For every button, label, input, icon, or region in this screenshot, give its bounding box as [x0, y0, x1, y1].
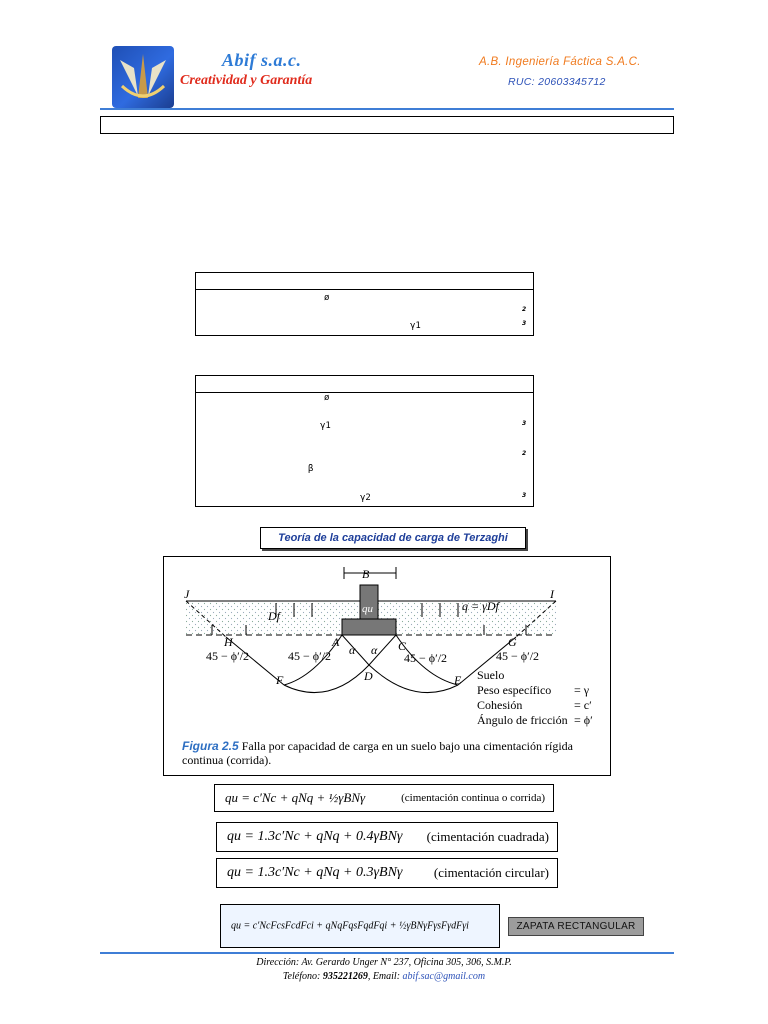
- formula-equation: qu = c′NcFcsFcdFci + qNqFqsFqdFqi + ½γBNγFγsFγdFγi: [231, 920, 469, 932]
- label-alpha-1: α: [349, 643, 356, 657]
- exponent: 2: [522, 306, 527, 313]
- formula-note: (cimentación circular): [433, 865, 549, 880]
- label-E: E: [454, 673, 462, 687]
- exponent: 3: [522, 420, 527, 427]
- formula-circular: [216, 858, 558, 888]
- label-H: H: [224, 635, 233, 649]
- legend-row: Ángulo de fricción = ϕ′: [477, 713, 593, 727]
- email-label: , Email:: [367, 971, 403, 982]
- footer-rule: [100, 952, 674, 954]
- exponent: 2: [522, 450, 527, 457]
- brand-name: Abif s.a.c.: [222, 50, 302, 70]
- legend-row: Cohesión = c′: [477, 698, 592, 712]
- brand-slogan: Creatividad y Garantía: [180, 73, 313, 88]
- formula-general: [220, 904, 500, 948]
- company-name: A.B. Ingeniería Fáctica S.A.C.: [479, 56, 641, 68]
- title-bar: [100, 116, 674, 134]
- label-angle-2: 45 − ϕ′/2: [288, 649, 332, 663]
- bearing-capacity-figure: [163, 556, 611, 776]
- label-angle-3: 45 − ϕ′/2: [404, 651, 448, 665]
- footer-address: Dirección: Av. Gerardo Unger N° 237, Oficina 305, 306, S.M.P.: [256, 957, 512, 968]
- table-header-rule: [196, 289, 533, 290]
- soil-legend: [477, 668, 593, 728]
- gamma1-symbol: γ1: [410, 321, 421, 331]
- label-F: F: [276, 673, 284, 687]
- phi-symbol: ø: [324, 393, 330, 403]
- figure-label: Figura 2.5: [182, 739, 239, 753]
- gamma1-symbol: γ1: [320, 421, 331, 431]
- formula-note: (cimentación cuadrada): [426, 829, 549, 844]
- legend-row: Peso específico = γ: [477, 683, 590, 697]
- legend-title: Suelo: [477, 668, 505, 682]
- figure-caption-text: Falla por capacidad de carga en un suelo bajo una cimentación rígida continua (corrida).: [182, 739, 573, 767]
- gamma2-symbol: γ2: [360, 493, 371, 503]
- label-q-eq: q = γDf: [462, 599, 499, 613]
- figure-caption: [182, 739, 602, 767]
- exponent: 3: [522, 492, 527, 499]
- label-J: J: [184, 587, 190, 601]
- logo-icon: [112, 46, 174, 108]
- formula-equation: qu = 1.3c′Nc + qNq + 0.4γBNγ: [227, 829, 403, 844]
- email-link[interactable]: abif.sac@gmail.com: [402, 971, 486, 982]
- label-G: G: [508, 635, 517, 649]
- phone-label: Teléfono:: [282, 971, 323, 982]
- label-C: C: [398, 639, 407, 653]
- terzaghi-title: Teoría de la capacidad de carga de Terzaghi: [260, 527, 526, 549]
- data-table-2: [195, 375, 534, 507]
- phi-symbol: ø: [324, 293, 330, 303]
- label-D: D: [364, 669, 373, 683]
- formula-note: (cimentación continua o corrida): [401, 792, 545, 804]
- beta-symbol: β: [308, 464, 314, 474]
- formula-equation: qu = c′Nc + qNq + ½γBNγ: [225, 790, 366, 805]
- exponent: 3: [522, 320, 527, 327]
- label-B: B: [362, 567, 370, 581]
- label-angle-1: 45 − ϕ′/2: [206, 649, 250, 663]
- company-ruc: RUC: 20603345712: [508, 76, 606, 88]
- label-alpha-2: α: [371, 643, 378, 657]
- company-logo: [112, 46, 174, 108]
- label-angle-4: 45 − ϕ′/2: [496, 649, 540, 663]
- label-A: A: [332, 635, 340, 649]
- label-I: I: [550, 587, 554, 601]
- formula-square: [216, 822, 558, 852]
- header-rule: [100, 108, 674, 110]
- footer-contact: [0, 971, 768, 982]
- phone-number: 935221269: [322, 971, 368, 982]
- rectangular-footing-button[interactable]: ZAPATA RECTANGULAR: [508, 917, 644, 936]
- formula-continuous: [214, 784, 554, 812]
- data-table-1: [195, 272, 534, 336]
- label-qu: qu: [362, 603, 373, 615]
- table-header-rule: [196, 392, 533, 393]
- label-Df: Df: [268, 609, 280, 623]
- formula-equation: qu = 1.3c′Nc + qNq + 0.3γBNγ: [227, 865, 403, 880]
